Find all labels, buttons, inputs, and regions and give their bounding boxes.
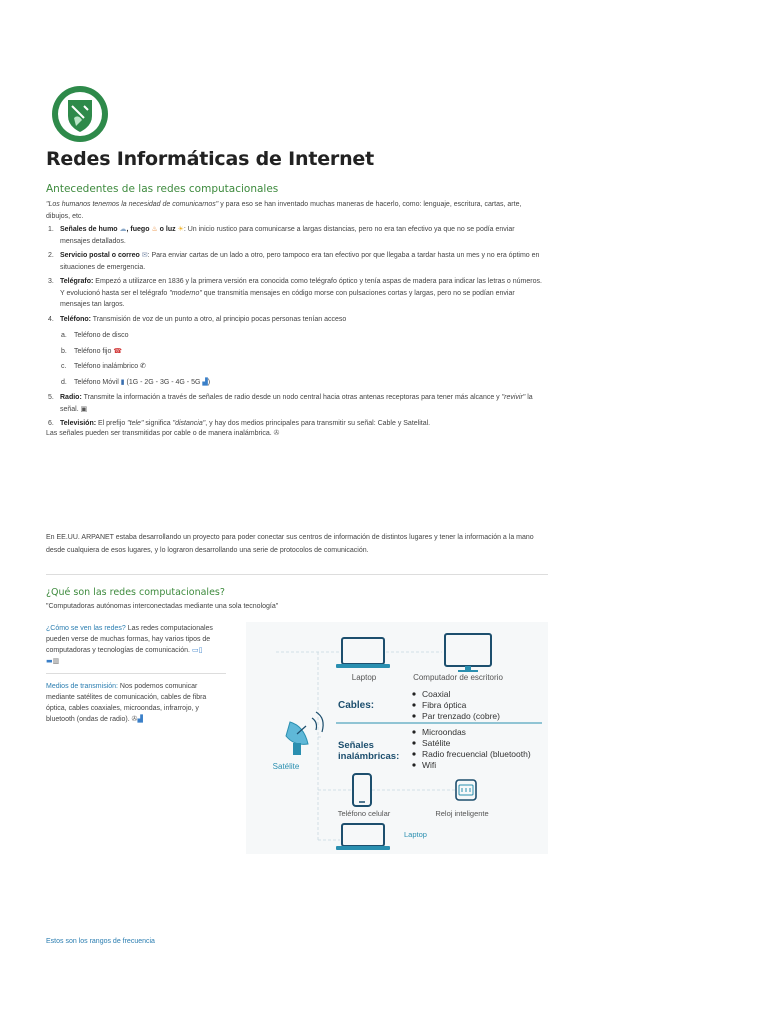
label-satellite: Satélite <box>272 762 300 771</box>
wireless-item: Satélite <box>422 738 451 748</box>
media-text: Nos podemos comunicar mediante satélites de comunicación, cables de fibra óptica, cables coaxiales, microondas, infrarrojo, y bluetooth (ondas de radio). <box>46 683 207 723</box>
shield-logo-icon <box>50 84 110 144</box>
wireless-heading-1: Señales <box>338 740 374 751</box>
arpanet-paragraph: En EE.UU. ARPANET estaba desarrollando un proyecto para poder conectar sus centros de información de distintos lugares y tener la información a la mano desde cualquiera de esos lugares, y lo lograron desarrollando una serie de protocolos de comunicación. <box>46 534 534 554</box>
label-watch: Reloj inteligente <box>435 809 489 818</box>
sub-item-text: Teléfono inalámbrico <box>74 363 139 370</box>
cloud-icon: ☁ <box>119 225 127 233</box>
phone-types-list <box>60 330 546 388</box>
item-text-cont: significa <box>143 420 173 427</box>
item-text: : Para enviar cartas de un lado a otro, pero tampoco era tan efectivo por que llegaba a tardar hasta un mes y no era óptimo en situaciones de emergencia. <box>60 252 540 271</box>
how-text: Las redes computacionales pueden verse de muchas formas, hay varios tipos de computadoras y tecnologías de comunicación. <box>46 625 213 654</box>
item-italic: "revivir" <box>501 394 526 401</box>
sub-item-text: Teléfono Móvil <box>74 378 119 386</box>
list-item <box>46 276 546 311</box>
satellite-icon: ✇ <box>131 715 138 723</box>
sub-list-item <box>60 346 546 358</box>
label-laptop: Laptop <box>351 673 377 682</box>
list-letter: b. <box>61 347 67 355</box>
satellite-icon: ✇ <box>273 429 280 437</box>
intro-quote: "Los humanos tenemos la necesidad de comunicarnos" <box>46 201 219 208</box>
cable-item: Par trenzado (cobre) <box>422 711 500 721</box>
item-title: Televisión: <box>60 420 97 427</box>
cables-heading: Cables: <box>338 700 375 711</box>
item-text: Transmite la información a través de señales de radio desde un nodo central hacia otras antenas receptoras para tener más alcance y <box>81 394 502 401</box>
signal-icon: ▟ <box>137 715 143 723</box>
item-text: : Un inicio rustico para comunicarse a largas distancias, pero no era tan efectivo ya que no se podía enviar mensajes detallados. <box>60 226 515 245</box>
sub-list-item <box>60 330 546 342</box>
divider <box>46 574 548 575</box>
item-title-fire: , fuego <box>126 226 150 233</box>
wireless-heading-2: inalámbricas: <box>338 751 400 762</box>
laptop-icon: ▬ <box>46 657 53 665</box>
list-letter: c. <box>61 363 67 370</box>
transmission-note <box>46 429 280 437</box>
wireless-item: Radio frecuencial (bluetooth) <box>422 749 531 759</box>
list-letter: a. <box>61 332 67 339</box>
item-italic: "tele" <box>127 420 144 427</box>
list-number: 5. <box>48 394 54 401</box>
page-title: Redes Informáticas de Internet <box>46 148 374 170</box>
sub-item-extra: (1G - 2G - 3G - 4G - 5G <box>124 378 201 386</box>
list-number: 4. <box>48 315 54 323</box>
building-icon: ▥ <box>52 657 60 665</box>
wireless-item: Microondas <box>422 727 466 737</box>
label-desktop: Computador de escritorio <box>413 673 503 682</box>
item-title: Telégrafo: <box>60 278 94 285</box>
item-title: Radio: <box>60 394 82 401</box>
list-item <box>46 418 546 430</box>
list-item <box>46 250 546 273</box>
signal-icon: ▟ <box>202 377 208 386</box>
item-title: Señales de humo <box>60 226 118 233</box>
list-number: 3. <box>48 278 54 285</box>
label-phone: Teléfono celular <box>337 809 391 818</box>
section-heading-redes: ¿Qué son las redes computacionales? <box>46 587 225 598</box>
sub-list-item <box>60 361 546 373</box>
item-text-end: , y hay dos medios principales para transmitir su señal: Cable y Satelital. <box>205 420 431 427</box>
computer-icon: ▭ <box>191 646 199 654</box>
item-text: Transmisión de voz de un punto a otro, al principio pocas personas tenían acceso <box>90 315 347 323</box>
list-item <box>46 224 546 247</box>
item-text: El prefijo <box>96 420 128 427</box>
item-title: Servicio postal o correo <box>60 252 140 259</box>
phone-icon: ☎ <box>113 346 123 355</box>
sub-item-text: Teléfono fijo <box>74 347 112 355</box>
item-text-cont: que transmitía mensajes en código morse con pulsaciones cortas y largas, pero no se podían enviar mensajes tan largos. <box>60 289 515 308</box>
item-title-light: o luz <box>157 226 176 233</box>
list-item <box>46 314 546 389</box>
left-column <box>46 623 226 725</box>
intro-text: y para eso se han inventado muchas maneras de hacerlo, como: lenguaje, escritura, cartas, arte, dibujos, etc. <box>46 201 522 220</box>
how-paragraph <box>46 623 226 667</box>
wireless-item: Wifi <box>422 760 437 770</box>
radio-icon: ▣ <box>80 404 88 413</box>
item-title: Teléfono: <box>60 315 91 323</box>
definition-quote: "Computadoras autónomas interconectadas mediante una sola tecnología" <box>46 603 279 610</box>
item-italic: "distancia" <box>172 420 206 427</box>
sub-list-item: d. Teléfono Móvil ▮ (1G - 2G - 3G - 4G - 5G ▟) <box>60 377 546 389</box>
item-text: Empezó a utilizarce en 1836 y la primera versión era conocida como telégrafo óptico y tenía aspas de madera para indicar las letras o números. Y evolucionó hasta ser el telégrafo <box>60 278 542 297</box>
cable-item: Coaxial <box>422 689 451 699</box>
list-number: 6. <box>48 420 54 427</box>
frequency-ranges-link[interactable]: Estos son los rangos de frecuencia <box>46 938 155 945</box>
mail-icon: ✉ <box>141 251 148 259</box>
phone-icon: ✆ <box>140 362 147 370</box>
label-laptop-2: Laptop <box>404 830 427 839</box>
transmission-note-text: Las señales pueden ser transmitidas por cable o de manera inalámbrica. <box>46 430 272 437</box>
intro-paragraph <box>46 199 546 223</box>
list-letter: d. <box>61 378 67 386</box>
item-text-cont: la señal. <box>60 394 533 413</box>
sun-icon: ☀ <box>177 225 184 233</box>
media-link[interactable]: Medios de transmisión: <box>46 683 118 690</box>
network-diagram <box>246 622 548 854</box>
list-number: 2. <box>48 252 54 259</box>
how-link[interactable]: ¿Cómo se ven las redes? <box>46 625 126 632</box>
divider <box>46 673 226 674</box>
list-number: 1. <box>48 226 54 233</box>
history-list <box>46 224 546 433</box>
cable-item: Fibra óptica <box>422 700 467 710</box>
sub-item-text: Teléfono de disco <box>74 332 129 339</box>
phone-icon: ▮ <box>120 377 125 386</box>
list-item <box>46 392 546 415</box>
item-italic: "moderno" <box>169 289 202 297</box>
section-heading-antecedentes: Antecedentes de las redes computacionales <box>46 183 279 195</box>
phone-icon: ▯ <box>198 646 203 654</box>
media-paragraph <box>46 681 226 725</box>
fire-icon: ♨ <box>151 225 158 233</box>
